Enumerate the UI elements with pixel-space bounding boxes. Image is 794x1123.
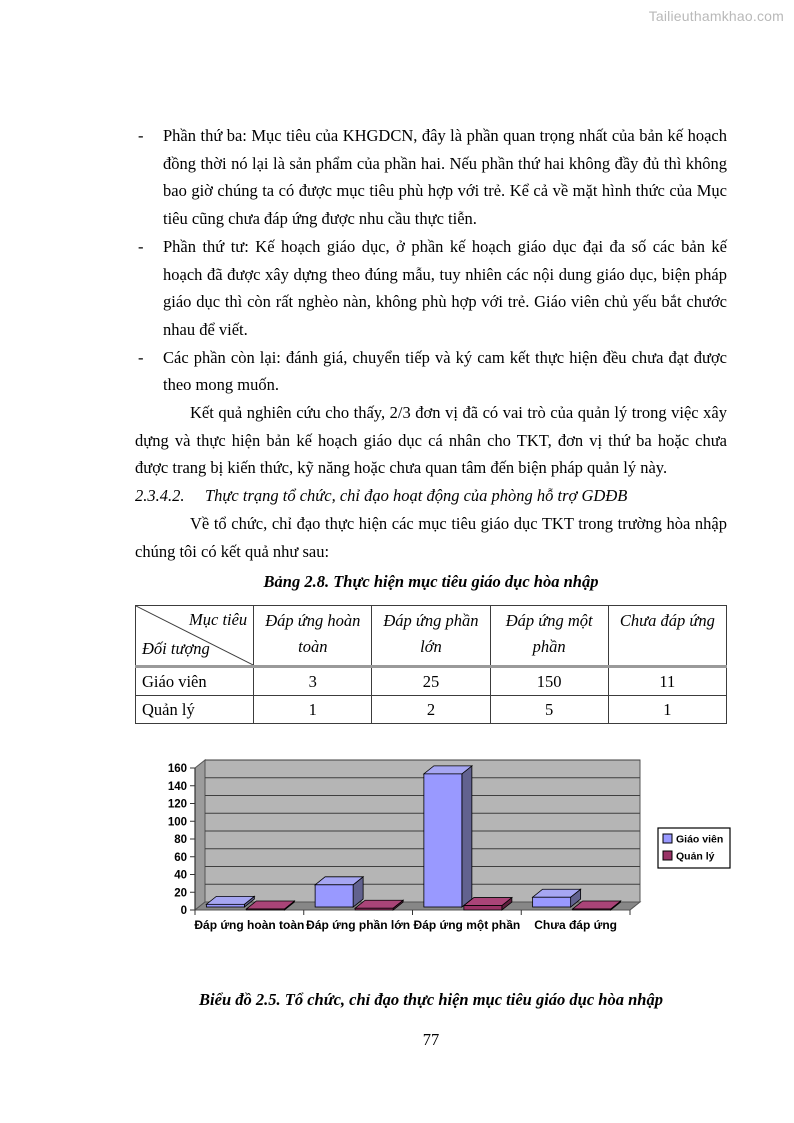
y-tick-label: 120 (167, 798, 187, 811)
corner-label-bottom: Đối tượng (142, 638, 210, 658)
table-cell: 150 (490, 666, 608, 695)
legend-label: Giáo viên (676, 833, 724, 846)
y-tick-label: 100 (167, 816, 187, 829)
corner-label-top: Mục tiêu (189, 609, 248, 629)
legend-swatch (663, 834, 672, 843)
section-title: Thực trạng tổ chức, chỉ đạo hoạt động của phòng hỗ trợ GDĐB (205, 486, 628, 506)
table-row (136, 666, 727, 695)
table-corner-cell (136, 605, 254, 666)
y-tick-label: 40 (174, 869, 187, 882)
table-row (136, 695, 727, 723)
bullet-dash: - (138, 126, 144, 145)
table-caption: Bảng 2.8. Thực hiện mục tiêu giáo dục hòa nhập (263, 572, 599, 592)
column-header: Đáp ứng hoàn toàn (254, 605, 372, 666)
bar-chart-canvas (153, 752, 743, 950)
bullet-item (135, 122, 727, 233)
table-cell: 5 (490, 695, 608, 723)
x-category-label: Đáp ứng một phần (413, 917, 521, 932)
bullet-text: Phần thứ tư: Kế hoạch giáo dục, ở phần kế hoạch giáo dục đại đa số các bản kế hoạch đã được xây dựng theo đúng mẫu, tuy nhiên các nội dung giáo dục, biện pháp giáo dục thì còn rất nghèo nàn, không phù hợp với trẻ. Giáo viên chủ yếu bắt chước nhau để viết. (163, 236, 727, 339)
chart-caption: Biểu đồ 2.5. Tổ chức, chỉ đạo thực hiện mục tiêu giáo dục hòa nhập (199, 989, 663, 1009)
table-cell: 1 (608, 695, 726, 723)
bar-front-face (533, 897, 571, 907)
x-category-label: Chưa đáp ứng (534, 917, 617, 932)
y-tick-label: 140 (167, 780, 187, 793)
x-category-label: Đáp ứng hoàn toàn (194, 917, 305, 932)
y-tick-label: 0 (180, 904, 187, 917)
table-cell: 3 (254, 666, 372, 695)
bar-front-face (206, 904, 244, 907)
table-cell: 2 (372, 695, 490, 723)
body-text (135, 122, 727, 1014)
row-label: Quản lý (136, 695, 254, 723)
bar-front-face (573, 909, 611, 910)
bullet-item (135, 344, 727, 399)
bar-front-face (246, 909, 284, 910)
legend-swatch (663, 851, 672, 860)
watermark: Tailieuthamkhao.com (648, 8, 784, 24)
bullet-item (135, 233, 727, 344)
bar-front-face (464, 906, 502, 910)
table-cell: 25 (372, 666, 490, 695)
table-cell: 11 (608, 666, 726, 695)
y-tick-label: 80 (174, 833, 187, 846)
bar-front-face (315, 885, 353, 907)
bar-chart-3d (153, 752, 743, 950)
plot-left-wall (195, 760, 205, 910)
y-tick-label: 60 (174, 851, 187, 864)
bar-side-face (462, 766, 472, 907)
y-tick-label: 160 (167, 762, 187, 775)
section-number: 2.3.4.2. (135, 486, 185, 506)
results-table (135, 605, 727, 724)
bullet-dash: - (138, 236, 144, 256)
y-tick-label: 20 (174, 887, 187, 900)
bar-front-face (424, 774, 462, 907)
bullet-dash: - (138, 347, 144, 367)
column-header: Đáp ứng một phần (490, 605, 608, 666)
table-header-row (136, 605, 727, 666)
column-header: Đáp ứng phần lớn (372, 605, 490, 666)
paragraph: Về tổ chức, chỉ đạo thực hiện các mục tiêu giáo dục TKT trong trường hòa nhập chúng tôi có kết quả như sau: (135, 513, 727, 561)
x-category-label: Đáp ứng phần lớn (306, 917, 411, 932)
legend-label: Quản lý (676, 850, 715, 863)
bullet-text: Phần thứ ba: Mục tiêu của KHGDCN, đây là phần quan trọng nhất của bản kế hoạch đồng thời nó lại là sản phẩm của phần hai. Nếu phần thứ hai không đầy đủ thì không bao giờ chúng ta có được mục tiêu phù hợp với trẻ. Kể cả về mặt hình thức của Mục tiêu cũng chưa đáp ứng được nhu cầu thực tiễn. (163, 126, 727, 229)
section-heading (135, 482, 727, 510)
paragraph: Kết quả nghiên cứu cho thấy, 2/3 đơn vị đã có vai trò của quản lý trong việc xây dựng và thực hiện bản kế hoạch giáo dục cá nhân cho TKT, đơn vị thứ ba hoặc chưa được trang bị kiến thức, kỹ năng hoặc chưa quan tâm đến biện pháp quản lý này. (135, 403, 727, 478)
bar-front-face (355, 908, 393, 910)
bullet-text: Các phần còn lại: đánh giá, chuyển tiếp và ký cam kết thực hiện đều chưa đạt được theo mong muốn. (163, 347, 727, 395)
column-header: Chưa đáp ứng (608, 605, 726, 666)
table-cell: 1 (254, 695, 372, 723)
page-number: 77 (422, 1030, 440, 1049)
row-label: Giáo viên (136, 666, 254, 695)
